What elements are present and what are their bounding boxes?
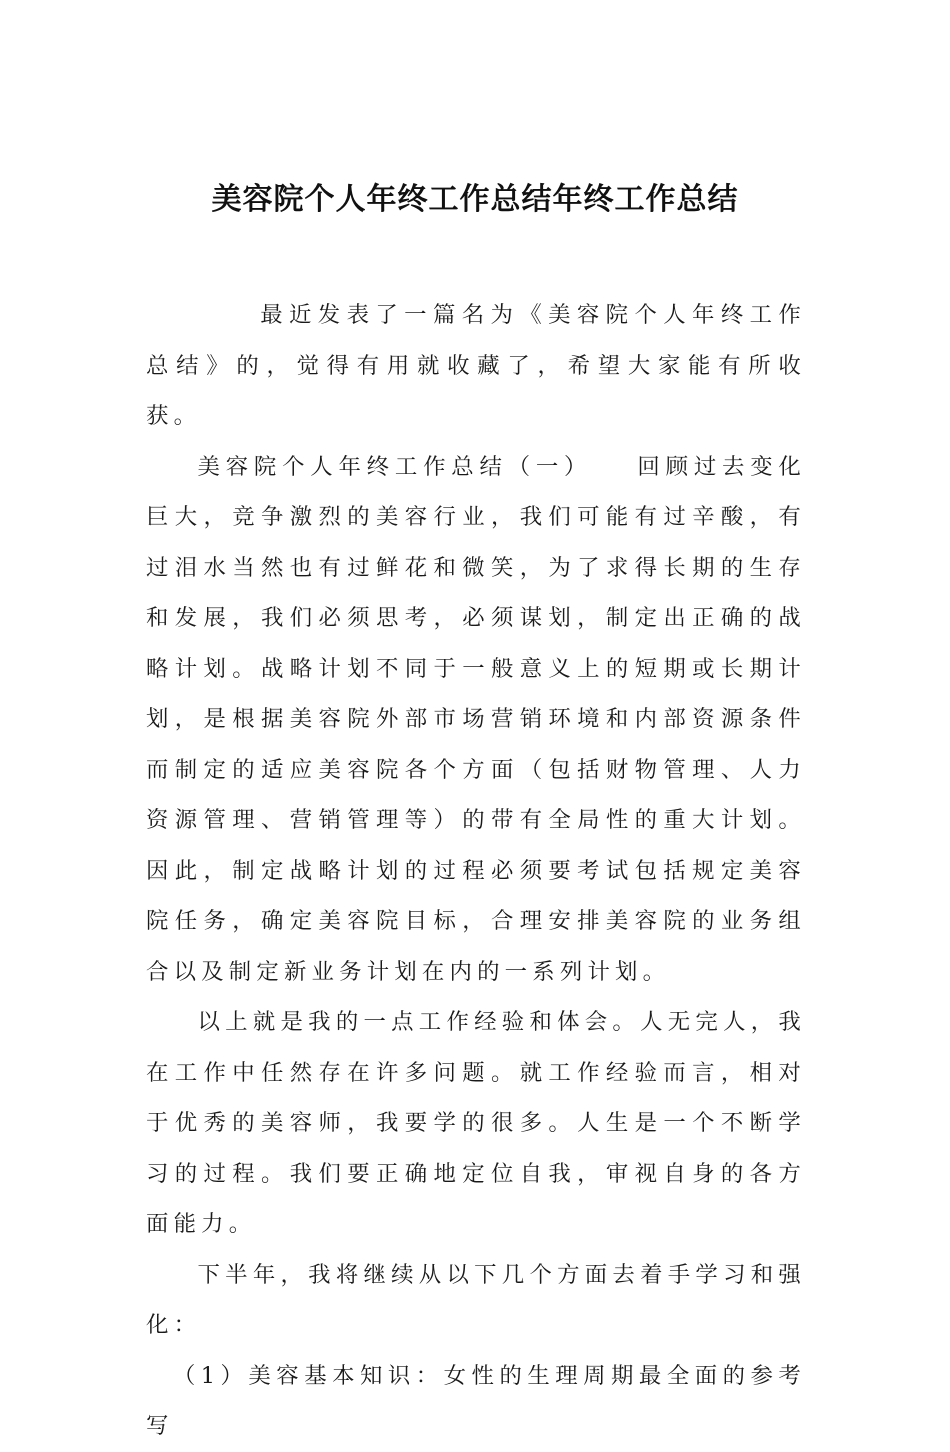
document-body: [146, 290, 806, 1452]
paragraph-item-one: （1）美容基本知识：女性的生理周期最全面的参考写: [146, 1362, 806, 1439]
paragraph-summary-one: 美容院个人年终工作总结（一） 回顾过去变化巨大，竞争激烈的美容行业，我们可能有过辛酸，有过泪水当然也有过鲜花和微笑，为了求得长期的生存和发展，我们必须思考，必须谋划，制定出正确的战略计划。战略计划不同于一般意义上的短期或长期计划，是根据美容院外部市场营销环境和内部资源条件而制定的适应美容院各个方面（包括财物管理、人力资源管理、营销管理等）的带有全局性的重大计划。因此，制定战略计划的过程必须要考试包括规定美容院任务，确定美容院目标，合理安排美容院的业务组合以及制定新业务计划在内的一系列计划。: [146, 453, 806, 985]
paragraph-intro: 最近发表了一篇名为《美容院个人年终工作总结》的，觉得有用就收藏了，希望大家能有所收获。: [146, 302, 806, 429]
document-title: 美容院个人年终工作总结年终工作总结: [211, 182, 739, 218]
paragraph-next-half-year: 下半年，我将继续从以下几个方面去着手学习和强化：: [146, 1261, 806, 1338]
paragraph-experience: 以上就是我的一点工作经验和体会。人无完人，我在工作中任然存在许多问题。就工作经验而言，相对于优秀的美容师，我要学的很多。人生是一个不断学习的过程。我们要正确地定位自我，审视自身的各方面能力。: [146, 1009, 806, 1237]
